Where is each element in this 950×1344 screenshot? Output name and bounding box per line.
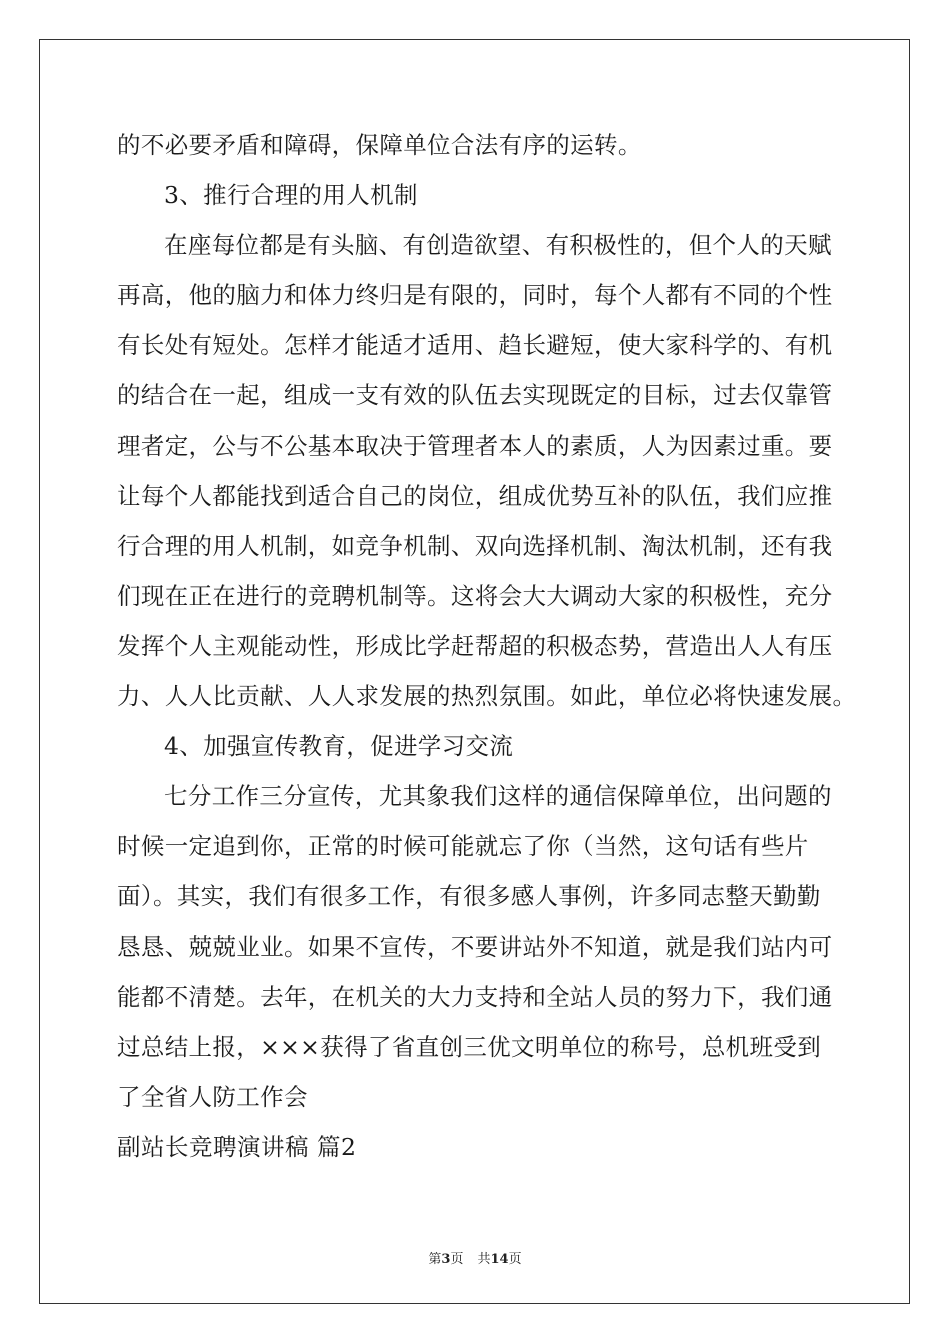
text-line: 们现在正在进行的竞聘机制等。这将会大大调动大家的积极性，充分 [117,581,833,610]
page-prefix: 第 [428,1252,442,1267]
text-line: 恳恳、兢兢业业。如果不宣传，不要讲站外不知道，就是我们站内可 [117,932,833,961]
page-suffix: 页 [450,1252,464,1267]
section-heading: 4、加强宣传教育，促进学习交流 [164,732,514,761]
text-line: 让每个人都能找到适合自己的岗位，组成优势互补的队伍，我们应推 [117,481,833,510]
page-total: 14 [490,1252,509,1267]
text-line: 行合理的用人机制，如竞争机制、双向选择机制、淘汰机制，还有我 [117,531,833,560]
section-title: 副站长竞聘演讲稿 篇2 [117,1132,357,1161]
page-footer [0,1248,950,1267]
document-body [117,120,857,1172]
text-line: 了全省人防工作会 [117,1082,308,1111]
text-line: 再高，他的脑力和体力终归是有限的，同时，每个人都有不同的个性 [117,281,833,310]
text-line: 的结合在一起，组成一支有效的队伍去实现既定的目标，过去仅靠管 [117,381,833,410]
total-suffix: 页 [508,1252,522,1267]
page-current: 3 [441,1252,451,1267]
text-line: 面）。其实，我们有很多工作，有很多感人事例，许多同志整天勤勤 [117,882,821,911]
text-line: 理者定，公与不公基本取决于管理者本人的素质，人为因素过重。要 [117,431,833,460]
text-line: 力、人人比贡献、人人求发展的热烈氛围。如此，单位必将快速发展。 [117,682,857,711]
paragraph-first-line: 七分工作三分宣传，尤其象我们这样的通信保障单位，出问题的 [164,782,832,811]
text-line: 发挥个人主观能动性，形成比学赶帮超的积极态势，营造出人人有压 [117,631,833,660]
section-heading: 3、推行合理的用人机制 [164,181,418,210]
text-line: 有长处有短处。怎样才能适才适用、趋长避短，使大家科学的、有机 [117,331,833,360]
text-line: 时候一定追到你，正常的时候可能就忘了你（当然，这句话有些片 [117,832,809,861]
paragraph-first-line: 在座每位都是有头脑、有创造欲望、有积极性的，但个人的天赋 [164,231,832,260]
text-line: 能都不清楚。去年，在机关的大力支持和全站人员的努力下，我们通 [117,982,833,1011]
text-line: 过总结上报，×××获得了省直创三优文明单位的称号，总机班受到 [117,1032,822,1061]
total-prefix: 共 [477,1252,491,1267]
text-line: 的不必要矛盾和障碍，保障单位合法有序的运转。 [117,131,642,159]
